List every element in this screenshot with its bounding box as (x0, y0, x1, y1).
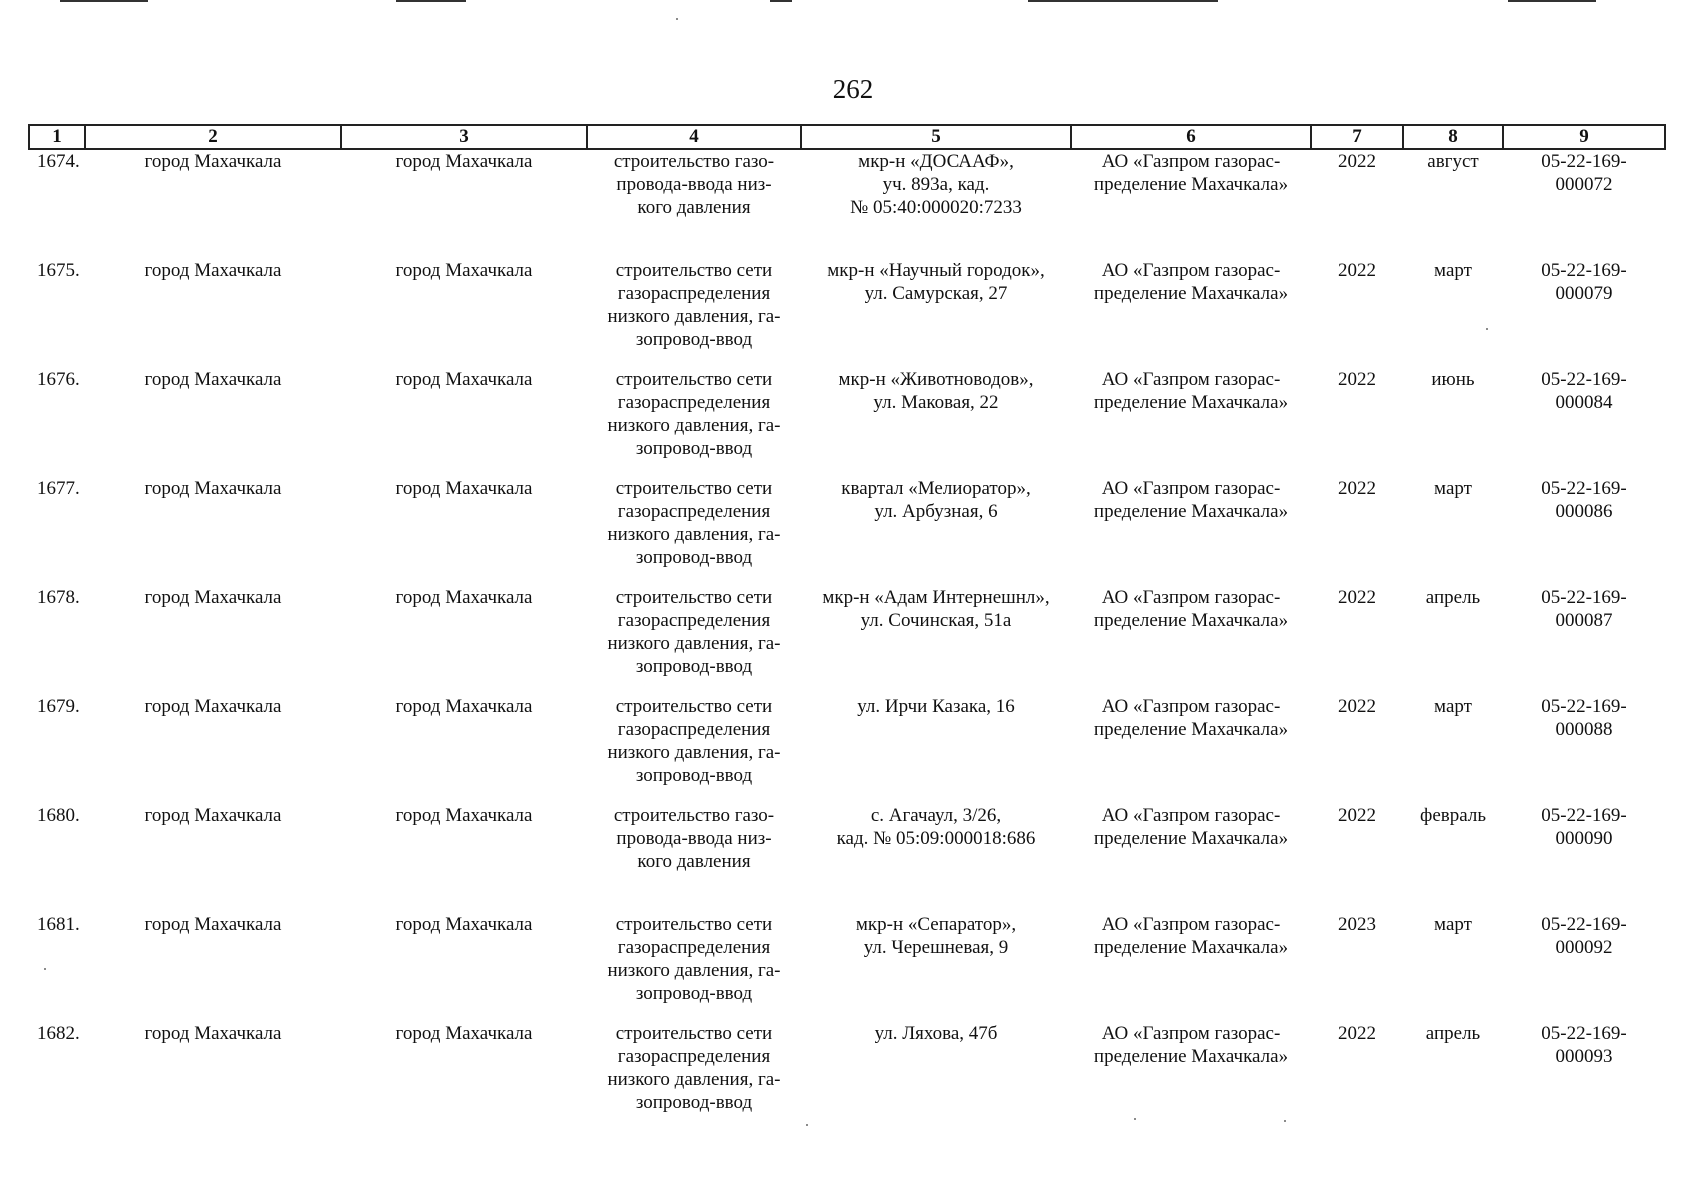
cell-settlement: город Махачкала (395, 587, 533, 608)
cell-row-number: 1681. (37, 914, 80, 935)
column-header: 9 (1503, 125, 1665, 149)
scan-edge-mark (770, 0, 792, 2)
cell-row-number: 1676. (37, 369, 80, 390)
cell-address: мкр-н «ДОСААФ», уч. 893а, кад. № 05:40:000020:7233 (850, 151, 1022, 218)
cell-code: 05-22-169- 000093 (1541, 1023, 1627, 1067)
table-row (29, 1022, 1665, 1131)
cell-municipality: город Махачкала (144, 260, 282, 281)
cell-organization: АО «Газпром газорас- пределение Махачкала» (1093, 914, 1289, 958)
cell-year: 2022 (1338, 696, 1376, 717)
column-header: 8 (1403, 125, 1503, 149)
cell-work-type: строительство сети газораспределения низкого давления, га- зопровод-ввод (607, 369, 781, 459)
table-row (29, 259, 1665, 368)
cell-organization: АО «Газпром газорас- пределение Махачкала» (1093, 1023, 1289, 1067)
cell-settlement: город Махачкала (395, 369, 533, 390)
cell-work-type: строительство сети газораспределения низкого давления, га- зопровод-ввод (607, 478, 781, 568)
cell-code: 05-22-169- 000084 (1541, 369, 1627, 413)
cell-month: март (1434, 914, 1472, 935)
cell-address: мкр-н «Адам Интернешнл», ул. Сочинская, 51а (822, 587, 1050, 631)
cell-organization: АО «Газпром газорас- пределение Махачкала» (1093, 696, 1289, 740)
cell-year: 2022 (1338, 805, 1376, 826)
cell-row-number: 1679. (37, 696, 80, 717)
column-header: 1 (29, 125, 85, 149)
cell-address: ул. Ирчи Казака, 16 (857, 696, 1015, 717)
cell-month: март (1434, 478, 1472, 499)
cell-month: март (1434, 260, 1472, 281)
cell-month: февраль (1420, 805, 1486, 826)
cell-row-number: 1674. (37, 151, 80, 172)
table-header-row (29, 125, 1665, 149)
cell-row-number: 1680. (37, 805, 80, 826)
cell-address: мкр-н «Сепаратор», ул. Черешневая, 9 (855, 914, 1017, 958)
cell-code: 05-22-169- 000072 (1541, 151, 1627, 195)
cell-settlement: город Махачкала (395, 151, 533, 172)
scan-speck (1486, 328, 1488, 330)
cell-work-type: строительство сети газораспределения низкого давления, га- зопровод-ввод (607, 587, 781, 677)
column-header: 4 (587, 125, 801, 149)
cell-code: 05-22-169- 000090 (1541, 805, 1627, 849)
table-row (29, 149, 1665, 259)
cell-organization: АО «Газпром газорас- пределение Махачкала» (1093, 805, 1289, 849)
cell-organization: АО «Газпром газорас- пределение Махачкала» (1093, 369, 1289, 413)
cell-address: мкр-н «Научный городок», ул. Самурская, 27 (827, 260, 1045, 304)
column-header: 2 (85, 125, 341, 149)
cell-code: 05-22-169- 000092 (1541, 914, 1627, 958)
cell-settlement: город Махачкала (395, 478, 533, 499)
cell-settlement: город Махачкала (395, 696, 533, 717)
cell-month: апрель (1425, 1023, 1481, 1044)
cell-year: 2023 (1338, 914, 1376, 935)
cell-organization: АО «Газпром газорас- пределение Махачкала» (1093, 587, 1289, 631)
cell-settlement: город Махачкала (395, 805, 533, 826)
cell-year: 2022 (1338, 369, 1376, 390)
cell-organization: АО «Газпром газорас- пределение Махачкала» (1093, 151, 1289, 195)
cell-month: август (1427, 151, 1479, 172)
scan-edge-mark (1028, 0, 1218, 2)
cell-municipality: город Махачкала (144, 587, 282, 608)
cell-address: мкр-н «Животноводов», ул. Маковая, 22 (838, 369, 1034, 413)
cell-municipality: город Махачкала (144, 369, 282, 390)
cell-year: 2022 (1338, 151, 1376, 172)
column-header: 3 (341, 125, 587, 149)
scan-speck (1284, 1120, 1286, 1122)
data-table (28, 124, 1666, 1131)
table-row (29, 586, 1665, 695)
cell-year: 2022 (1338, 587, 1376, 608)
cell-municipality: город Махачкала (144, 805, 282, 826)
cell-work-type: строительство сети газораспределения низкого давления, га- зопровод-ввод (607, 914, 781, 1004)
table-body (29, 149, 1665, 1131)
page-number: 262 (832, 74, 874, 104)
table-row (29, 804, 1665, 913)
cell-row-number: 1677. (37, 478, 80, 499)
scan-edge-mark (60, 0, 148, 2)
cell-month: июнь (1431, 369, 1475, 390)
cell-year: 2022 (1338, 260, 1376, 281)
cell-address: с. Агачаул, 3/26, кад. № 05:09:000018:686 (836, 805, 1036, 849)
cell-municipality: город Махачкала (144, 914, 282, 935)
cell-row-number: 1678. (37, 587, 80, 608)
cell-month: март (1434, 696, 1472, 717)
scan-speck (806, 1124, 808, 1126)
cell-row-number: 1675. (37, 260, 80, 281)
cell-settlement: город Махачкала (395, 1023, 533, 1044)
cell-work-type: строительство сети газораспределения низкого давления, га- зопровод-ввод (607, 696, 781, 786)
column-header: 6 (1071, 125, 1311, 149)
table-row (29, 913, 1665, 1022)
cell-organization: АО «Газпром газорас- пределение Махачкала» (1093, 478, 1289, 522)
column-header: 5 (801, 125, 1071, 149)
cell-code: 05-22-169- 000079 (1541, 260, 1627, 304)
scan-edge-mark (396, 0, 466, 2)
scan-speck (44, 968, 46, 970)
cell-code: 05-22-169- 000087 (1541, 587, 1627, 631)
cell-settlement: город Махачкала (395, 260, 533, 281)
scan-speck (676, 18, 678, 20)
cell-month: апрель (1425, 587, 1481, 608)
cell-work-type: строительство сети газораспределения низкого давления, га- зопровод-ввод (607, 260, 781, 350)
cell-year: 2022 (1338, 478, 1376, 499)
cell-code: 05-22-169- 000088 (1541, 696, 1627, 740)
scan-edge-mark (1508, 0, 1596, 2)
table-row (29, 477, 1665, 586)
table-row (29, 695, 1665, 804)
cell-row-number: 1682. (37, 1023, 80, 1044)
cell-code: 05-22-169- 000086 (1541, 478, 1627, 522)
cell-municipality: город Махачкала (144, 151, 282, 172)
table-row (29, 368, 1665, 477)
cell-address: квартал «Мелиоратор», ул. Арбузная, 6 (841, 478, 1031, 522)
cell-work-type: строительство газо- провода-ввода низ- кого давления (613, 805, 775, 872)
column-header: 7 (1311, 125, 1403, 149)
scan-speck (1134, 1118, 1136, 1120)
cell-year: 2022 (1338, 1023, 1376, 1044)
cell-organization: АО «Газпром газорас- пределение Махачкала» (1093, 260, 1289, 304)
cell-municipality: город Махачкала (144, 1023, 282, 1044)
cell-municipality: город Махачкала (144, 478, 282, 499)
cell-work-type: строительство сети газораспределения низкого давления, га- зопровод-ввод (607, 1023, 781, 1113)
cell-work-type: строительство газо- провода-ввода низ- кого давления (613, 151, 775, 218)
cell-address: ул. Ляхова, 47б (874, 1023, 998, 1044)
cell-settlement: город Махачкала (395, 914, 533, 935)
cell-municipality: город Махачкала (144, 696, 282, 717)
